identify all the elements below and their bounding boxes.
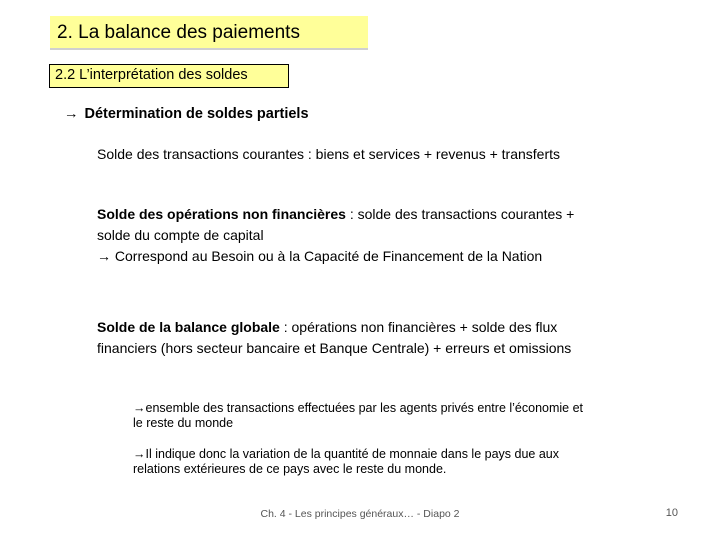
paragraph-text: : opérations non financières + solde des flux financiers (hors secteur bancaire et Banque Centrale) + erreurs et omissions bbox=[97, 319, 572, 356]
arrow-right-icon: → bbox=[133, 401, 146, 415]
paragraph-conclusion: Correspond au Besoin ou à la Capacité de Financement de la Nation bbox=[111, 248, 543, 264]
section-subtitle: 2.2 L’interprétation des soldes bbox=[49, 64, 289, 88]
note-text: Il indique donc la variation de la quantité de monnaie dans le pays due aux relations extérieures de ce pays avec le reste du monde. bbox=[133, 447, 559, 476]
note-text: ensemble des transactions effectuées par les agents privés entre l’économie et le reste du monde bbox=[133, 401, 584, 430]
slide-footer: Ch. 4 - Les principes généraux… - Diapo 2 bbox=[260, 508, 460, 520]
arrow-right-icon: → bbox=[97, 248, 111, 264]
main-bullet-text: Détermination de soldes partiels bbox=[84, 106, 309, 122]
slide-title: 2. La balance des paiements bbox=[50, 16, 368, 50]
arrow-right-icon: → bbox=[133, 447, 146, 461]
paragraph-heading: Solde de la balance globale bbox=[97, 319, 280, 335]
main-bullet bbox=[64, 106, 309, 122]
paragraph-heading: Solde des opérations non financières bbox=[97, 206, 346, 222]
arrow-right-icon: → bbox=[64, 106, 79, 122]
note-variation-monnaie bbox=[133, 447, 593, 477]
paragraph-text: : solde des transactions courantes + solde du compte de capital bbox=[97, 206, 575, 243]
paragraph-balance-globale bbox=[97, 317, 607, 359]
note-ensemble-transactions bbox=[133, 401, 593, 431]
paragraph-operations-non-financieres bbox=[97, 204, 607, 267]
page-number: 10 bbox=[665, 507, 678, 519]
paragraph-transactions-courantes: Solde des transactions courantes : biens et services + revenus + transferts bbox=[97, 146, 561, 162]
